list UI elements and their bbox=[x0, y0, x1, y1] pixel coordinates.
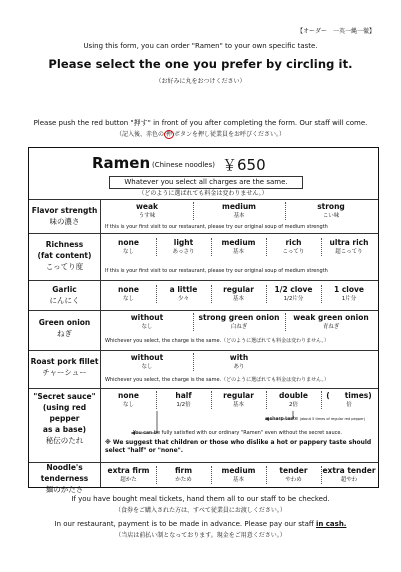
richness-option-light[interactable]: light あっさり bbox=[172, 238, 195, 255]
secret-sauce-label: "Secret sauce" (using red pepper as a base) 秘伝のたれ bbox=[29, 388, 101, 462]
flavor-strength-label: Flavor strength 味の濃さ bbox=[29, 199, 101, 233]
intro-text: Using this form, you can order "Ramen" to your own specific taste. bbox=[83, 42, 318, 50]
sauce-warning: ※ We suggest that children or those who dislike a hot or pappery taste should select "half" or "none". bbox=[105, 439, 372, 454]
noodle-option-firm[interactable]: firm かため bbox=[174, 466, 193, 483]
richness-option-rich[interactable]: rich こってり bbox=[282, 238, 305, 255]
headline-jp: （お好みに丸をおつけください） bbox=[155, 78, 246, 85]
green-onion-label: Green onion ねぎ bbox=[29, 310, 101, 350]
order-tag: 【オーダー 一英一縄一徹】 bbox=[296, 28, 375, 35]
flavor-option-strong[interactable]: strong こい味 bbox=[317, 202, 345, 219]
garlic-label: Garlic にんにく bbox=[29, 280, 101, 310]
noodle-option-tender[interactable]: tender やわめ bbox=[279, 466, 308, 483]
tickets-instruction-jp: （食券をご購入された方は、すべて従業員にお渡しください。） bbox=[115, 507, 286, 514]
richness-option-medium[interactable]: medium 基本 bbox=[221, 238, 256, 255]
pay-in-cash: in cash. bbox=[315, 520, 347, 528]
richness-note: If this is your first visit to our restaurant, please try our original soup of medium strength bbox=[105, 268, 328, 274]
richness-option-ultra-rich[interactable]: ultra rich 超こってり bbox=[329, 238, 369, 255]
circled-push-char: 押 bbox=[165, 131, 172, 138]
ramen-order-form bbox=[28, 147, 379, 494]
push-button-instruction: Please push the red button "押す" in front of you after completing the form. Our staff will come. bbox=[33, 119, 368, 127]
green-onion-note: Whichever you select, the charge is the same.（どのように選ばれても料金は変わりません。） bbox=[105, 338, 329, 344]
sauce-option-double[interactable]: double 2倍 bbox=[279, 391, 308, 408]
ramen-title: Ramen bbox=[92, 154, 151, 172]
garlic-option-one-clove[interactable]: 1 clove 1片分 bbox=[334, 285, 364, 302]
sauce-option-none[interactable]: none なし bbox=[118, 391, 139, 408]
flavor-note: If this is your first visit to our restaurant, please try our original soup of medium strength bbox=[105, 224, 328, 230]
satisfied-note: You can be fully satisfied with our ordinary "Ramen" even without the secret sauce. bbox=[133, 430, 343, 436]
flavor-option-medium[interactable]: medium 基本 bbox=[222, 202, 256, 219]
noodle-option-extra-firm[interactable]: extra firm 超かた bbox=[107, 466, 150, 483]
sauce-option-half[interactable]: half 1/2倍 bbox=[175, 391, 192, 408]
sharp-taste-note: a sharp taste (about 5 times of regular red pepper) bbox=[265, 416, 366, 422]
noodle-option-extra-tender[interactable]: extra tender 超やわ bbox=[322, 466, 376, 483]
green-onion-option-weak[interactable]: weak green onion 青ねぎ bbox=[293, 313, 369, 330]
roast-pork-label: Roast pork fillet チャーシュー bbox=[29, 350, 101, 388]
sauce-option-custom-times[interactable]: ( times) 倍 bbox=[326, 391, 372, 408]
garlic-option-none[interactable]: none なし bbox=[118, 285, 139, 302]
charges-note-jp: （どのように選ばれても料金は変わりません。） bbox=[138, 190, 268, 197]
tickets-instruction: If you have bought meal tickets, hand them all to our staff to be checked. bbox=[71, 495, 330, 503]
noodle-tenderness-label: Noodle's tenderness 麺のかたさ bbox=[29, 462, 101, 487]
payment-instruction: In our restaurant, payment is to be made in advance. Please pay our staff in cash. bbox=[54, 520, 347, 528]
noodle-option-medium[interactable]: medium 基本 bbox=[221, 466, 256, 483]
charges-note: Whatever you select all charges are the same. bbox=[109, 176, 303, 189]
green-onion-option-without[interactable]: without なし bbox=[130, 313, 164, 330]
roast-pork-note: Whichever you select, the charge is the same.（どのように選ばれても料金は変わりません。） bbox=[105, 377, 329, 383]
green-onion-option-strong[interactable]: strong green onion 白ねぎ bbox=[198, 313, 280, 330]
richness-option-none[interactable]: none なし bbox=[118, 238, 139, 255]
payment-instruction-jp: （当店は前払い制となっております。現金をご用意ください。） bbox=[115, 532, 286, 539]
page-headline: Please select the one you prefer by circling it. bbox=[48, 57, 353, 71]
garlic-option-a-little[interactable]: a little 少々 bbox=[169, 285, 198, 302]
sauce-option-regular[interactable]: regular 基本 bbox=[223, 391, 254, 408]
richness-label: Richness (fat content) こってり度 bbox=[29, 233, 101, 280]
push-button-instruction-jp: （記入後、赤色の 押 ボタンを押し従業員をお呼びください。） bbox=[115, 131, 286, 138]
garlic-option-half-clove[interactable]: 1/2 clove 1/2片分 bbox=[274, 285, 313, 302]
roast-pork-option-without[interactable]: without なし bbox=[130, 353, 164, 370]
ramen-price: ￥650 bbox=[222, 156, 266, 174]
garlic-option-regular[interactable]: regular 基本 bbox=[223, 285, 254, 302]
roast-pork-option-with[interactable]: with あり bbox=[229, 353, 249, 370]
ramen-subtitle: (Chinese noodles) bbox=[152, 161, 215, 169]
flavor-option-weak[interactable]: weak うす味 bbox=[135, 202, 159, 219]
